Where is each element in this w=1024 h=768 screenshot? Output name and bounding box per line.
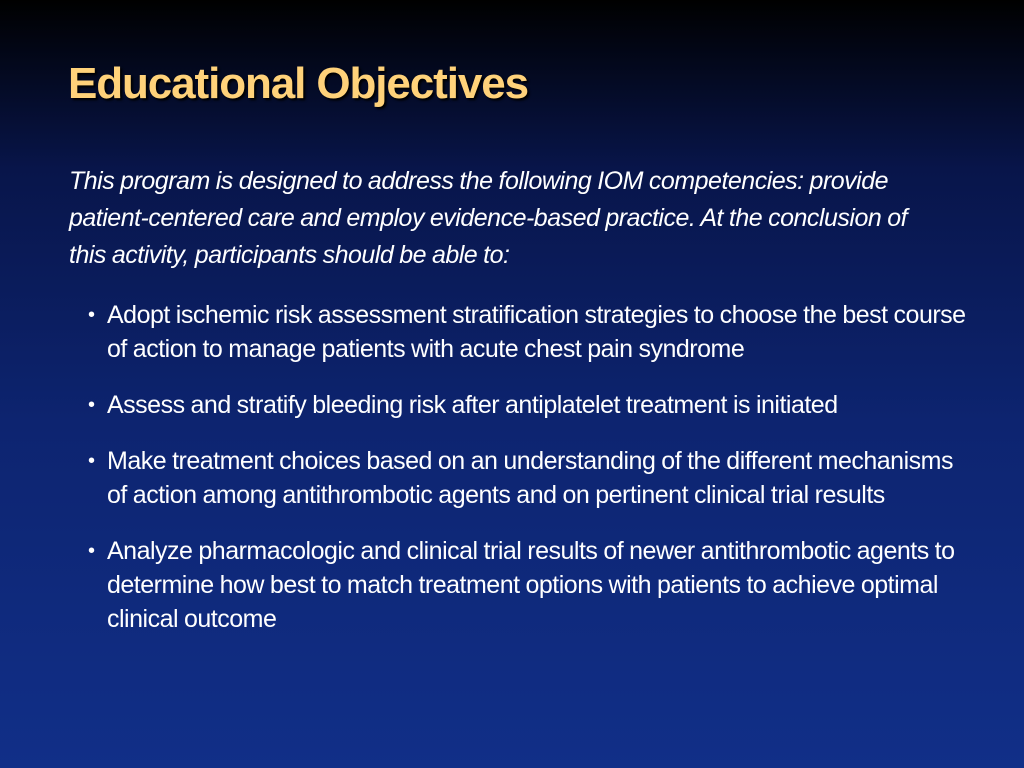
bullet-icon: •: [88, 394, 95, 416]
bullet-icon: •: [88, 304, 95, 326]
objective-item: [88, 298, 968, 366]
objective-text: Analyze pharmacologic and clinical trial results of newer antithrombotic agents to determine how best to match treatment options with patients to achieve optimal clinical outcome: [107, 537, 955, 633]
objective-item: [88, 444, 968, 512]
objective-text: Make treatment choices based on an understanding of the different mechanisms of action among antithrombotic agents and on pertinent clinical trial results: [107, 447, 953, 509]
objective-text: Adopt ischemic risk assessment stratification strategies to choose the best course of action to manage patients with acute chest pain syndrome: [107, 301, 966, 363]
intro-paragraph: This program is designed to address the following IOM competencies: provide patient-centered care and employ evidence-based practice. At the conclusion of this activity, participants should be able to:: [69, 167, 908, 269]
slide-title: Educational Objectives: [68, 59, 528, 108]
bullet-icon: •: [88, 450, 95, 472]
objectives-list: [88, 298, 968, 658]
objective-text: Assess and stratify bleeding risk after antiplatelet treatment is initiated: [107, 391, 838, 419]
objective-item: [88, 388, 968, 422]
bullet-icon: •: [88, 540, 95, 562]
objective-item: [88, 534, 968, 636]
